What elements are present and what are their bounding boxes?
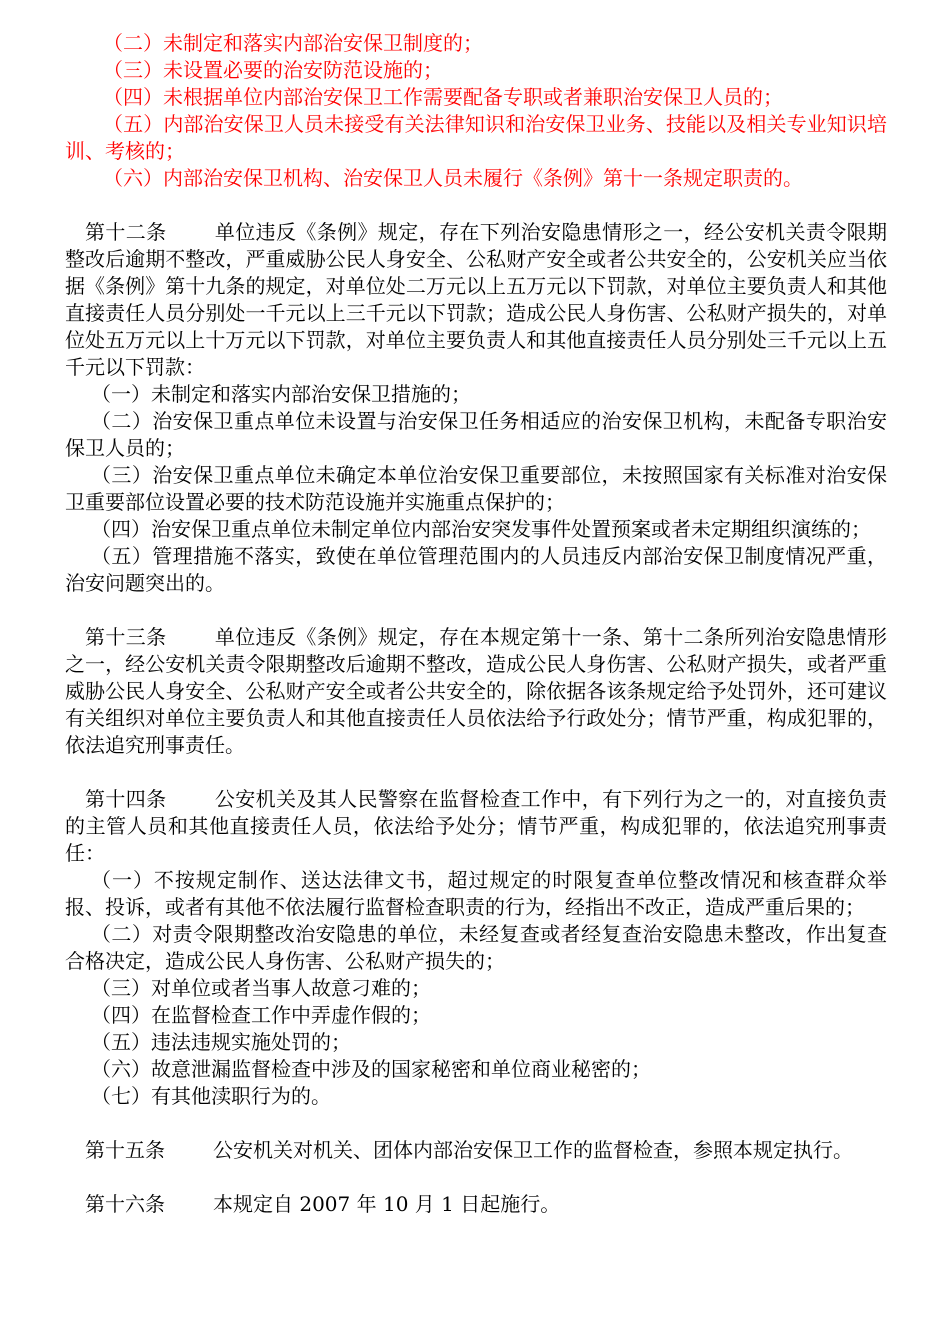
article-12 — [65, 219, 887, 381]
paragraph-gap — [65, 759, 887, 786]
article-15-text: 公安机关对机关、团体内部治安保卫工作的监督检查，参照本规定执行。 — [213, 1138, 853, 1162]
article-14-item-4: （四）在监督检查工作中弄虚作假的； — [91, 1003, 431, 1027]
article-14 — [65, 786, 887, 867]
article-16 — [65, 1191, 887, 1218]
article-14-item-2: （二）对责令限期整改治安隐患的单位，未经复查或者经复查治安隐患未整改，作出复查合格决定，造成公民人身伤害、公私财产损失的； — [65, 922, 887, 973]
article-12-item-4: （四）治安保卫重点单位未制定单位内部治安突发事件处置预案或者未定期组织演练的； — [91, 517, 871, 541]
intro-item-3: （三）未设置必要的治安防范设施的； — [103, 58, 443, 82]
article-14-item-7: （七）有其他渎职行为的。 — [91, 1084, 331, 1108]
article-16-number: 第十六条 — [85, 1192, 165, 1216]
article-14-item-3: （三）对单位或者当事人故意刁难的； — [91, 976, 431, 1000]
article-14-text: 公安机关及其人民警察在监督检查工作中，有下列行为之一的，对直接负责的主管人员和其他直接责任人员，依法给予处分；情节严重，构成犯罪的，依法追究刑事责任： — [65, 787, 888, 865]
article-12-text: 单位违反《条例》规定，存在下列治安隐患情形之一，经公安机关责令限期整改后逾期不整改，严重威胁公民人身安全、公私财产安全或者公共安全的，公安机关应当依据《条例》第十九条的规定，对单位处二万元以上五万元以下罚款，对单位主要负责人和其他直接责任人员分别处一千元以上三千元以下罚款；造成公民人身伤害、公私财产损失的，对单位处五万元以上十万元以下罚款，对单位主要负责人和其他直接责任人员分别处三千元以上五千元以下罚款： — [65, 220, 888, 379]
article-14-number: 第十四条 — [85, 787, 167, 811]
article-12-item-1: （一）未制定和落实内部治安保卫措施的； — [91, 382, 471, 406]
article-14-item-6: （六）故意泄漏监督检查中涉及的国家秘密和单位商业秘密的； — [91, 1057, 651, 1081]
document-page — [65, 30, 887, 1218]
article-13 — [65, 624, 887, 759]
paragraph-gap — [65, 1110, 887, 1137]
article-14-item-5: （五）违法违规实施处罚的； — [91, 1030, 351, 1054]
article-12-number: 第十二条 — [85, 220, 167, 244]
article-14-item-1: （一）不按规定制作、送达法律文书，超过规定的时限复查单位整改情况和核查群众举报、投诉，或者有其他不依法履行监督检查职责的行为，经指出不改正，造成严重后果的； — [65, 868, 887, 919]
intro-item-4: （四）未根据单位内部治安保卫工作需要配备专职或者兼职治安保卫人员的； — [103, 85, 783, 109]
article-13-number: 第十三条 — [85, 625, 167, 649]
intro-item-2: （二）未制定和落实内部治安保卫制度的； — [103, 31, 483, 55]
paragraph-gap — [65, 1164, 887, 1191]
article-12-item-3: （三）治安保卫重点单位未确定本单位治安保卫重要部位，未按照国家有关标准对治安保卫重要部位设置必要的技术防范设施并实施重点保护的； — [65, 463, 887, 514]
article-12-item-5: （五）管理措施不落实，致使在单位管理范围内的人员违反内部治安保卫制度情况严重，治安问题突出的。 — [65, 544, 887, 595]
article-15-number: 第十五条 — [85, 1138, 165, 1162]
intro-item-5: （五）内部治安保卫人员未接受有关法律知识和治安保卫业务、技能以及相关专业知识培训、考核的； — [65, 112, 887, 163]
article-12-item-2: （二）治安保卫重点单位未设置与治安保卫任务相适应的治安保卫机构，未配备专职治安保卫人员的； — [65, 409, 887, 460]
article-13-text: 单位违反《条例》规定，存在本规定第十一条、第十二条所列治安隐患情形之一，经公安机关责令限期整改后逾期不整改，造成公民人身伤害、公私财产损失，或者严重威胁公民人身安全、公私财产安全或者公共安全的，除依据各该条规定给予处罚外，还可建议有关组织对单位主要负责人和其他直接责任人员依法给予行政处分；情节严重，构成犯罪的，依法追究刑事责任。 — [65, 625, 888, 757]
article-16-text: 本规定自 2007 年 10 月 1 日起施行。 — [213, 1192, 561, 1216]
paragraph-gap — [65, 597, 887, 624]
intro-item-6: （六）内部治安保卫机构、治安保卫人员未履行《条例》第十一条规定职责的。 — [103, 166, 803, 190]
paragraph-gap — [65, 192, 887, 219]
article-15 — [65, 1137, 887, 1164]
